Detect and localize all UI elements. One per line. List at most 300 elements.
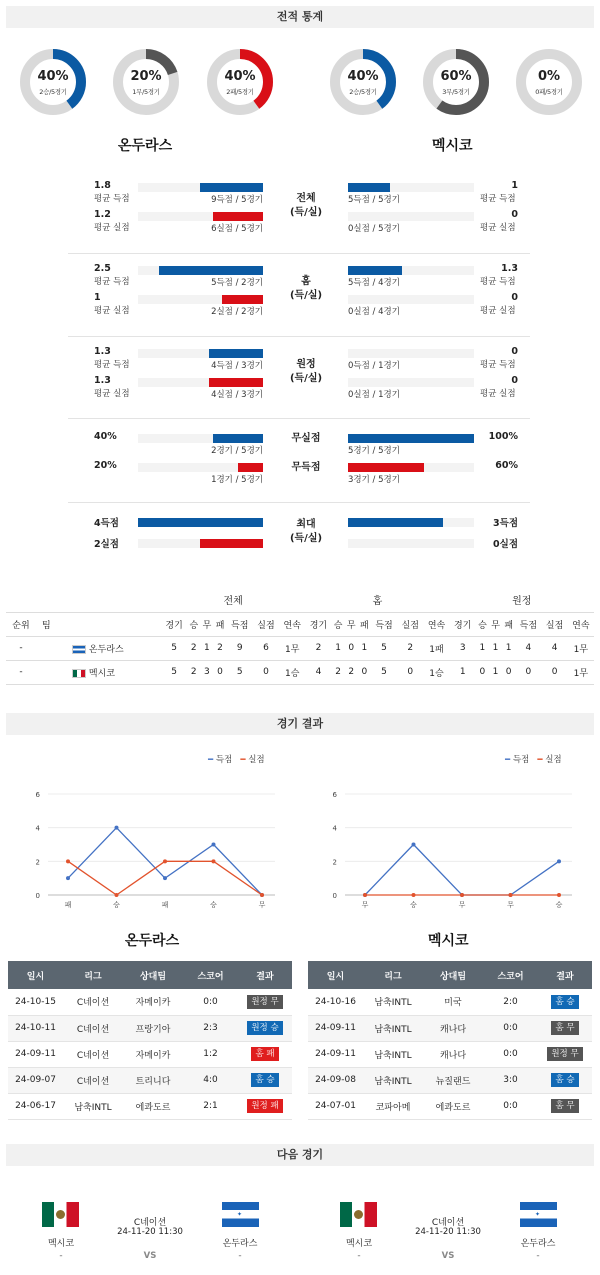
result-league: C네이션	[63, 1041, 123, 1067]
stat-cell: 1무	[573, 668, 589, 679]
right-value: 0	[511, 292, 518, 303]
column-header: 실점	[401, 620, 419, 631]
next-away-dash: -	[238, 1251, 242, 1261]
column-header: 경기	[165, 620, 183, 631]
left-caption: 2경기 / 5경기	[211, 446, 263, 456]
column-header: 득점	[231, 620, 249, 631]
result-row	[308, 1067, 592, 1093]
stats-section-title: 전적 통계	[6, 6, 594, 28]
left-subtitle: 평균 실점	[94, 306, 130, 316]
result-league: C네이션	[63, 1015, 123, 1041]
y-tick-label: 2	[332, 858, 337, 867]
result-league: 남축INTL	[363, 1041, 423, 1067]
standings-group-away: 원정	[512, 596, 532, 608]
result-badge: 홈 무	[551, 1021, 578, 1035]
column-header: 연속	[572, 620, 590, 631]
category-label	[276, 275, 336, 303]
series-point	[557, 859, 561, 863]
result-league: C네이션	[63, 989, 123, 1015]
right-caption: 5경기 / 5경기	[348, 446, 400, 456]
left-bar	[213, 434, 263, 443]
result-score: 1:2	[183, 1041, 238, 1067]
left-bar	[213, 212, 263, 221]
right-value: 60%	[495, 460, 518, 471]
right-value: 100%	[488, 431, 518, 442]
result-league: 코파아메	[363, 1093, 423, 1119]
column-header: 경기	[309, 620, 328, 631]
rate-category: 무실점	[291, 433, 321, 444]
stat-cell: 0	[407, 667, 414, 677]
stat-cell: 2	[190, 643, 197, 653]
result-cell	[238, 989, 292, 1015]
series-point	[460, 893, 464, 897]
series-point	[66, 876, 70, 880]
result-header: 상대팀	[123, 961, 183, 989]
column-header: 실점	[545, 620, 564, 631]
legend-conceded: 실점	[248, 755, 265, 765]
series-point	[557, 893, 561, 897]
next-match-card[interactable]	[298, 1195, 598, 1270]
stat-cell: 0	[525, 667, 532, 677]
max-category	[276, 518, 336, 546]
donut-2	[207, 49, 273, 115]
result-date: 24-09-07	[8, 1067, 63, 1093]
next-home-dash: -	[59, 1251, 63, 1261]
column-header: 경기	[454, 620, 472, 631]
left-value: 2.5	[94, 263, 111, 274]
series-point	[260, 893, 264, 897]
result-cell	[538, 989, 592, 1015]
left-bar	[222, 295, 263, 304]
team-header: 팀	[42, 620, 51, 631]
left-subtitle: 평균 실점	[94, 389, 130, 399]
home-results-team-name: 온두라스	[125, 933, 180, 949]
left-caption: 1경기 / 5경기	[211, 475, 263, 485]
column-header: 승	[189, 620, 199, 631]
result-league: C네이션	[63, 1067, 123, 1093]
result-score: 3:0	[483, 1067, 538, 1093]
home-chart-legend: ━ 득점 ━ 실점	[208, 755, 265, 765]
column-header: 패	[504, 620, 514, 631]
x-tick-label: 승	[210, 901, 217, 909]
right-bar	[348, 434, 474, 443]
result-badge: 원정 무	[547, 1047, 582, 1061]
divider	[68, 502, 530, 503]
standings-row	[6, 636, 594, 660]
next-away-team: 온두라스	[520, 1239, 556, 1249]
result-date: 24-09-11	[8, 1041, 63, 1067]
right-value: 1.3	[501, 263, 518, 274]
rank-cell: -	[19, 643, 23, 653]
result-date: 24-10-16	[308, 989, 363, 1015]
stat-cell: 1	[459, 667, 466, 677]
result-opponent[interactable]: 트리니다	[123, 1067, 183, 1093]
result-row	[8, 1067, 292, 1093]
left-value: 1.3	[94, 375, 111, 386]
right-subtitle: 평균 실점	[480, 306, 516, 316]
result-row	[308, 989, 592, 1015]
result-header: 결과	[238, 961, 292, 989]
result-league: 남축INTL	[63, 1093, 123, 1119]
result-league: 남축INTL	[363, 1015, 423, 1041]
standings-table	[6, 588, 594, 685]
result-opponent[interactable]: 에콰도르	[123, 1093, 183, 1119]
stat-cell: 2	[217, 643, 223, 653]
category-sub: (득/실)	[289, 373, 323, 384]
standings-group-home: 홈	[372, 596, 383, 608]
stat-cell: 2	[315, 643, 322, 653]
right-subtitle: 평균 득점	[480, 360, 516, 370]
left-value: 4득점	[94, 518, 119, 529]
next-vs: VS	[441, 1251, 455, 1261]
donut-pct: 60%	[440, 69, 472, 84]
series-point	[115, 893, 119, 897]
standings-row	[6, 660, 594, 684]
left-subtitle: 평균 득점	[94, 194, 130, 204]
stat-cell: 9	[236, 643, 243, 653]
result-badge: 홈 패	[251, 1047, 278, 1061]
right-bar-track	[348, 539, 474, 548]
column-header: 득점	[375, 620, 393, 631]
stat-cell: 1	[505, 643, 512, 653]
mexico-flag-icon	[72, 669, 86, 678]
left-value: 1	[94, 292, 101, 303]
result-opponent[interactable]: 캐나다	[423, 1015, 483, 1041]
stat-cell: 5	[236, 667, 243, 677]
stat-cell: 4	[525, 643, 532, 653]
results-section-title: 경기 결과	[6, 713, 594, 735]
result-row	[8, 989, 292, 1015]
stat-cell: 2	[190, 667, 197, 677]
result-opponent[interactable]: 미국	[423, 989, 483, 1015]
next-datetime: 24-11-20 11:30	[415, 1227, 481, 1237]
result-row	[308, 1041, 592, 1067]
y-tick-label: 2	[35, 858, 40, 867]
stat-cell: 4	[551, 643, 558, 653]
donut-5	[516, 49, 582, 115]
right-bar	[348, 518, 443, 527]
stat-cell: 0	[505, 667, 512, 677]
x-tick-label: 무	[361, 901, 369, 909]
left-caption: 4실점 / 3경기	[211, 390, 263, 400]
result-header: 스코어	[483, 961, 538, 989]
result-opponent[interactable]: 자메이카	[123, 989, 183, 1015]
donut-pct: 40%	[224, 69, 256, 84]
result-opponent[interactable]: 에콰도르	[423, 1093, 483, 1119]
left-value: 2실점	[94, 539, 119, 550]
column-header: 무	[346, 620, 356, 631]
result-date: 24-09-11	[308, 1015, 363, 1041]
left-caption: 4득점 / 3경기	[211, 361, 263, 371]
standings-group-total: 전체	[223, 596, 243, 608]
donut-pct: 0%	[537, 69, 561, 84]
result-header: 상대팀	[423, 961, 483, 989]
right-caption: 0실점 / 1경기	[348, 390, 400, 400]
stat-cell: 1	[361, 643, 368, 653]
column-header: 득점	[519, 620, 538, 631]
mexico-flag-icon	[42, 1202, 79, 1227]
series-point	[212, 859, 216, 863]
right-value: 3득점	[493, 518, 518, 529]
result-header: 리그	[63, 961, 123, 989]
next-match-card[interactable]	[0, 1195, 300, 1270]
x-tick-label: 승	[113, 901, 120, 909]
stat-cell: 5	[171, 643, 177, 653]
x-tick-label: 무	[258, 901, 266, 909]
x-tick-label: 승	[555, 901, 563, 909]
left-caption: 2실점 / 2경기	[211, 307, 263, 317]
left-value: 1.2	[94, 209, 111, 220]
team-cell-name: 온두라스	[88, 644, 124, 655]
result-header: 결과	[538, 961, 592, 989]
stat-cell: 1승	[429, 668, 444, 679]
series-point	[163, 876, 167, 880]
right-value: 0	[511, 209, 518, 220]
result-badge: 원정 패	[247, 1099, 282, 1113]
away-results-chart	[317, 780, 587, 915]
left-caption: 6실점 / 5경기	[211, 224, 263, 234]
y-tick-label: 4	[35, 824, 40, 833]
next-section-title: 다음 경기	[6, 1144, 594, 1166]
home-results-table	[8, 961, 292, 1120]
left-value: 1.8	[94, 180, 111, 191]
result-cell	[538, 1015, 592, 1041]
result-date: 24-09-08	[308, 1067, 363, 1093]
x-tick-label: 패	[161, 901, 169, 909]
left-value: 20%	[94, 460, 117, 471]
donut-sub: 1무/5경기	[132, 88, 160, 96]
result-row	[8, 1015, 292, 1041]
result-opponent[interactable]: 자메이카	[123, 1041, 183, 1067]
result-opponent[interactable]: 뉴질랜드	[423, 1067, 483, 1093]
right-bar	[348, 463, 424, 472]
next-league: C네이션	[133, 1218, 167, 1228]
next-league: C네이션	[431, 1218, 465, 1228]
next-away-team: 온두라스	[222, 1239, 258, 1249]
donut-pct: 40%	[347, 69, 379, 84]
stat-cell: 1	[335, 643, 341, 653]
stat-cell: 0	[348, 643, 355, 653]
stat-cell: 0	[361, 667, 368, 677]
stat-cell: 1	[492, 643, 499, 653]
result-badge: 원정 무	[247, 995, 282, 1009]
result-date: 24-10-11	[8, 1015, 63, 1041]
stat-cell: 1패	[429, 644, 444, 655]
y-tick-label: 6	[35, 791, 40, 799]
category-sub: (득/실)	[289, 207, 323, 218]
legend-scored: 득점	[512, 755, 530, 765]
result-cell	[238, 1067, 292, 1093]
donut-pct: 20%	[130, 69, 162, 84]
left-bar	[238, 463, 263, 472]
result-league: 남축INTL	[363, 989, 423, 1015]
next-home-team: 멕시코	[345, 1239, 373, 1249]
right-subtitle: 평균 실점	[480, 223, 516, 233]
series-point	[212, 843, 216, 847]
stat-cell: 3	[204, 667, 210, 677]
result-score: 2:1	[183, 1093, 238, 1119]
result-score: 0:0	[183, 989, 238, 1015]
result-badge: 홈 승	[551, 1073, 578, 1087]
donut-0	[20, 49, 86, 115]
right-bar-track	[348, 349, 474, 358]
y-tick-label: 0	[332, 892, 337, 900]
donut-sub: 3무/5경기	[442, 88, 470, 96]
column-header: 무	[202, 620, 212, 631]
result-score: 0:0	[483, 1041, 538, 1067]
result-date: 24-10-15	[8, 989, 63, 1015]
category-name: 원정	[296, 359, 316, 370]
donut-sub: 0패/5경기	[535, 88, 563, 96]
category-name: 전체	[296, 193, 316, 204]
team-cell[interactable]	[36, 636, 161, 660]
result-cell	[238, 1041, 292, 1067]
result-score: 2:3	[183, 1015, 238, 1041]
right-caption: 5득점 / 5경기	[348, 195, 400, 205]
column-header: 승	[478, 620, 487, 631]
y-tick-label: 4	[332, 824, 337, 833]
category-sub: (득/실)	[289, 290, 323, 301]
donut-pct: 40%	[37, 69, 69, 84]
result-league: 남축INTL	[363, 1067, 423, 1093]
right-caption: 0실점 / 5경기	[348, 224, 400, 234]
honduras-flag-icon: ✦	[520, 1202, 557, 1227]
result-badge: 홈 승	[551, 995, 578, 1009]
right-bar-track	[348, 212, 474, 221]
right-subtitle: 평균 득점	[480, 277, 516, 287]
legend-conceded: 실점	[545, 755, 562, 765]
column-header: 연속	[427, 620, 446, 631]
right-bar	[348, 266, 402, 275]
divider	[68, 418, 530, 419]
series-point	[363, 893, 367, 897]
stat-cell: 5	[171, 667, 177, 677]
result-opponent[interactable]: 프랑기아	[123, 1015, 183, 1041]
y-tick-label: 0	[35, 892, 40, 900]
result-header: 리그	[363, 961, 423, 989]
series-point	[412, 843, 416, 847]
category-label	[276, 358, 336, 386]
series-point	[509, 893, 513, 897]
mexico-flag-icon	[340, 1202, 377, 1227]
series-point	[115, 826, 119, 830]
result-cell	[538, 1067, 592, 1093]
category-name: 최대	[296, 519, 316, 530]
result-header: 일시	[8, 961, 63, 989]
series-point	[412, 893, 416, 897]
stat-cell: 0	[551, 667, 558, 677]
stat-cell: 0	[217, 667, 223, 677]
away-chart-legend: ━ 득점 ━ 실점	[505, 755, 562, 765]
team-cell[interactable]	[36, 660, 161, 684]
right-caption: 0득점 / 1경기	[348, 361, 400, 371]
category-label	[276, 192, 336, 220]
divider	[68, 253, 530, 254]
left-value: 1.3	[94, 346, 111, 357]
right-bar-track	[348, 295, 474, 304]
left-bar	[200, 183, 263, 192]
result-row	[308, 1015, 592, 1041]
series-point	[163, 859, 167, 863]
left-bar	[209, 378, 263, 387]
right-caption: 3경기 / 5경기	[348, 475, 400, 485]
right-value: 0	[511, 346, 518, 357]
right-subtitle: 평균 실점	[480, 389, 516, 399]
result-row	[8, 1093, 292, 1119]
result-opponent[interactable]: 캐나다	[423, 1041, 483, 1067]
x-tick-label: 무	[507, 901, 514, 909]
series-line-scored	[365, 845, 559, 896]
result-cell	[238, 1093, 292, 1119]
result-row	[8, 1041, 292, 1067]
donut-sub: 2승/5경기	[39, 88, 67, 96]
result-score: 0:0	[483, 1093, 538, 1119]
left-bar	[209, 349, 263, 358]
right-value: 1	[511, 180, 518, 191]
result-date: 24-06-17	[8, 1093, 63, 1119]
category-name: 홈	[301, 276, 311, 287]
divider	[68, 336, 530, 337]
next-away-dash: -	[536, 1251, 540, 1261]
x-tick-label: 패	[64, 901, 72, 909]
y-tick-label: 6	[332, 791, 337, 799]
right-subtitle: 평균 득점	[480, 194, 516, 204]
team-cell-name: 멕시코	[88, 668, 115, 679]
stat-cell: 4	[315, 667, 322, 677]
left-bar	[200, 539, 263, 548]
column-header: 승	[333, 620, 343, 631]
away-results-table	[308, 961, 592, 1120]
result-score: 2:0	[483, 989, 538, 1015]
donut-1	[113, 49, 179, 115]
stat-cell: 5	[381, 643, 387, 653]
away-results-team-name: 멕시코	[428, 933, 469, 949]
result-score: 0:0	[483, 1015, 538, 1041]
left-caption: 5득점 / 2경기	[211, 278, 263, 288]
column-header: 실점	[257, 620, 275, 631]
stat-cell: 2	[348, 667, 355, 677]
next-vs: VS	[143, 1251, 157, 1261]
right-value: 0실점	[493, 539, 518, 550]
donut-4	[423, 49, 489, 115]
right-caption: 5득점 / 4경기	[348, 278, 400, 288]
result-badge: 원정 승	[247, 1021, 282, 1035]
left-subtitle: 평균 득점	[94, 360, 130, 370]
result-cell	[538, 1041, 592, 1067]
right-caption: 0실점 / 4경기	[348, 307, 400, 317]
result-header: 스코어	[183, 961, 238, 989]
right-bar	[348, 183, 390, 192]
result-header: 일시	[308, 961, 363, 989]
stat-cell: 3	[459, 643, 466, 653]
column-header: 무	[491, 620, 500, 631]
left-bar	[138, 518, 263, 527]
next-datetime: 24-11-20 11:30	[117, 1227, 183, 1237]
right-bar-track	[348, 378, 474, 387]
home-team-name: 온두라스	[118, 138, 173, 154]
next-home-dash: -	[357, 1251, 361, 1261]
left-subtitle: 평균 실점	[94, 223, 130, 233]
home-results-chart	[20, 780, 290, 915]
legend-scored: 득점	[215, 755, 233, 765]
stat-cell: 0	[479, 667, 486, 677]
result-badge: 홈 승	[251, 1073, 278, 1087]
category-sub: (득/실)	[289, 533, 323, 544]
donut-3	[330, 49, 396, 115]
stat-cell: 1무	[284, 644, 300, 655]
rank-header: 순위	[12, 620, 30, 631]
stat-cell: 1승	[284, 668, 300, 679]
